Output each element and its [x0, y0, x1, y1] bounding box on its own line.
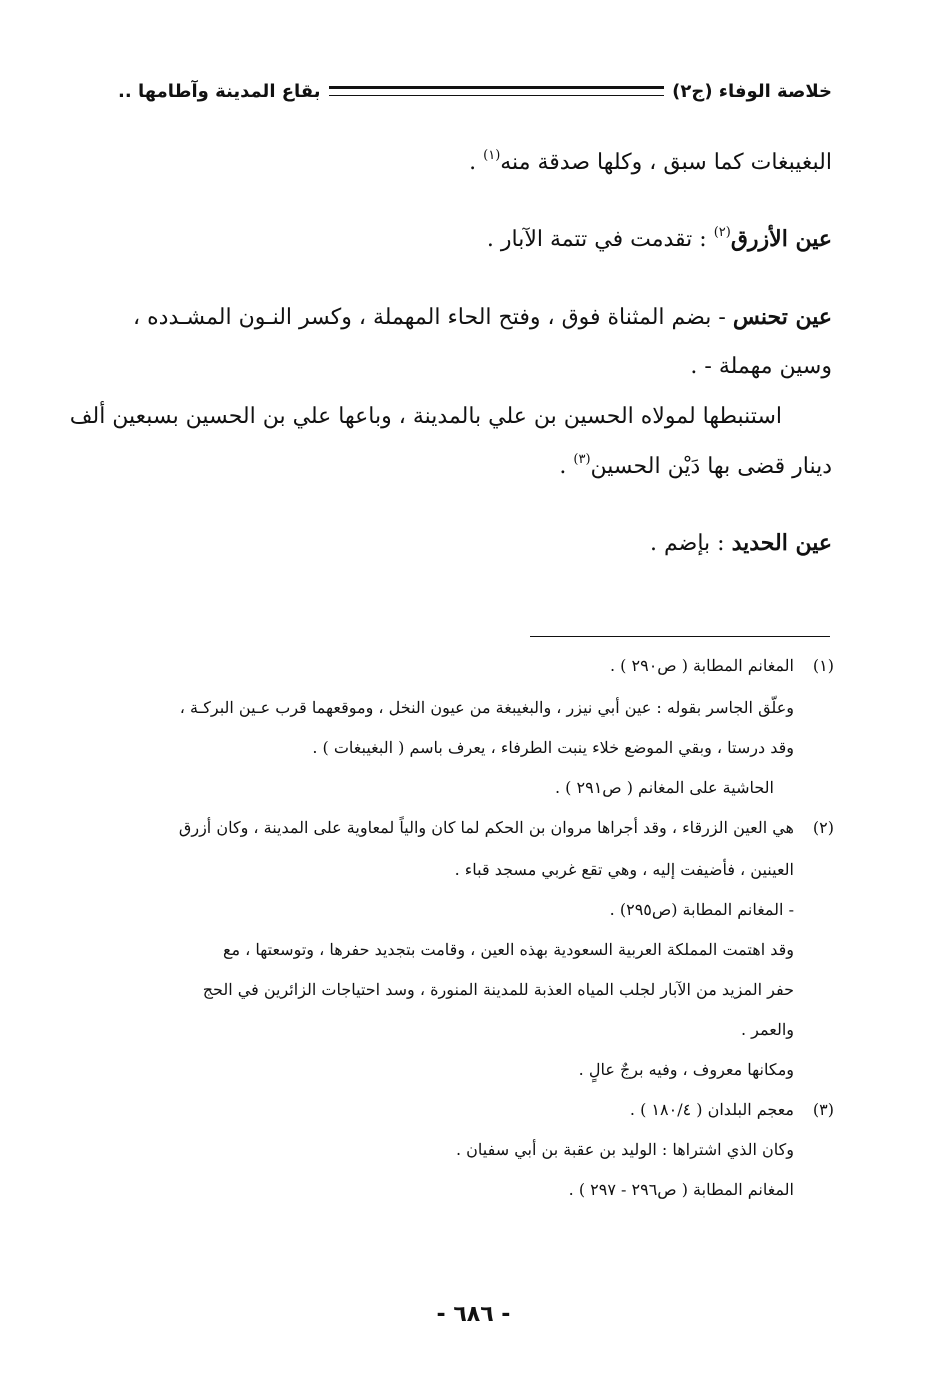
- footnote-number: (٢): [812, 818, 834, 837]
- book-title: خلاصة الوفاء (ج٢): [672, 80, 832, 102]
- footnote-number: (١): [812, 656, 834, 675]
- footnote-line: وقد اهتمت المملكة العربية السعودية بهذه العين ، وقامت بتجديد حفرها ، وتوسعتها ، مع: [222, 940, 794, 959]
- footnote-line: العينين ، فأضيفت إليه ، وهي تقع غربي مسجد قباء .: [454, 860, 794, 879]
- running-header: [118, 74, 832, 108]
- footnote-ref-1: (١): [483, 148, 501, 163]
- entry-ain-tahannus-cont: وسين مهملة - .: [690, 354, 832, 379]
- entry-heading: عين الأزرق: [730, 226, 832, 252]
- footnote-line: معجم البلدان ( ١٨٠/٤ ) .: [629, 1100, 794, 1119]
- footnote-line: - المغانم المطابة (ص٢٩٥) .: [609, 900, 794, 919]
- entry-heading: عين الحديد: [731, 530, 832, 556]
- footnote-line: هي العين الزرقاء ، وقد أجراها مروان بن الحكم لما كان والياً لمعاوية على المدينة ، وكان أزرق: [178, 818, 794, 837]
- footnote-line: وعلّق الجاسر بقوله : عين أبي نيزر ، والبغيبغة من عيون النخل ، وموقعهما قرب عـين البركـة ،: [179, 698, 794, 717]
- page-number: - ٦٨٦ -: [436, 1302, 511, 1327]
- footnote-1: [118, 656, 834, 806]
- footnote-ref-3: (٣): [573, 452, 591, 467]
- footnote-ref-2: (٢): [713, 225, 731, 240]
- footnote-3: [118, 1100, 834, 1210]
- entry-ain-al-azraq: عين الأزرق$^{(٢)}$ : تقدمت في تتمة الآبار .: [486, 225, 832, 252]
- footnote-separator: [530, 636, 830, 637]
- footnote-line: ومكانها معروف ، وفيه برجٌ عالٍ .: [578, 1060, 794, 1079]
- paragraph-4-line-2: دينار قضى بها دَيْن الحسين$^{(٣)}$ .: [559, 452, 832, 479]
- entry-ain-al-hadid: عين الحديد : بإضم .: [650, 530, 832, 556]
- footnote-line: الحاشية على المغانم ( ص٢٩١ ) .: [555, 778, 774, 797]
- footnote-line: حفر المزيد من الآبار لجلب المياه العذبة للمدينة المنورة ، وسد احتياجات الزائرين في الحج: [202, 980, 794, 999]
- footnote-2: [118, 818, 834, 1088]
- paragraph-1: البغيبغات كما سبق ، وكلها صدقة منه$^{(١)}$ .: [469, 148, 832, 175]
- footnote-line: المغانم المطابة ( ص٢٩٠ ) .: [610, 656, 794, 675]
- footnote-line: المغانم المطابة ( ص٢٩٦ - ٢٩٧ ) .: [568, 1180, 794, 1199]
- footnote-line: وقد درستا ، وبقي الموضع خلاء ينبت الطرفاء ، يعرف باسم ( البغيبغات ) .: [312, 738, 794, 757]
- entry-ain-tahannus: عين تحنس - بضم المثناة فوق ، وفتح الحاء المهملة ، وكسر النـون المشـدده ،: [133, 304, 832, 330]
- footnote-line: وكان الذي اشتراها : الوليد بن عقبة بن أبي سفيان .: [456, 1140, 794, 1159]
- header-rule: [329, 86, 665, 96]
- entry-heading: عين تحنس: [732, 304, 832, 330]
- footnote-number: (٣): [812, 1100, 834, 1119]
- paragraph-4-line-1: استنبطها لمولاه الحسين بن علي بالمدينة ، وباعها علي بن الحسين بسبعين ألف: [69, 404, 782, 429]
- chapter-title: بقاع المدينة وآطامها ..: [118, 80, 321, 102]
- footnote-line: والعمر .: [740, 1020, 794, 1039]
